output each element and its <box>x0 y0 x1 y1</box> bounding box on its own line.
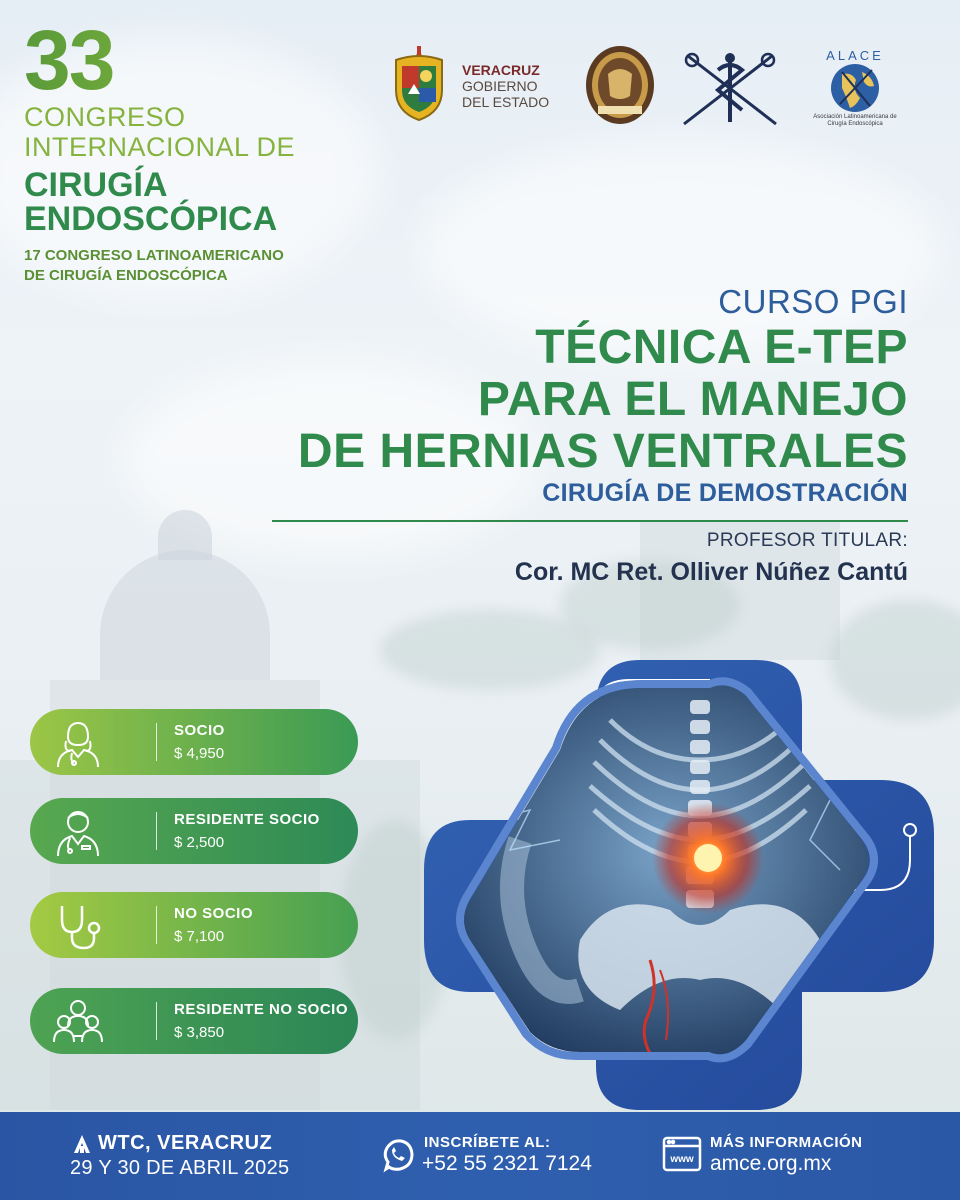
alace-logo <box>812 44 898 134</box>
stethoscope-icon <box>52 900 104 952</box>
university-seal-icon <box>584 44 656 126</box>
course-subtitle: CIRUGÍA DE DEMOSTRACIÓN <box>542 479 908 507</box>
price-card-no-socio <box>30 892 358 958</box>
event-dates: 29 Y 30 DE ABRIL 2025 <box>70 1157 290 1179</box>
congress-sub-line-2: DE CIRUGÍA ENDOSCÓPICA <box>24 267 228 284</box>
www-browser-icon <box>662 1136 702 1174</box>
svg-text:www: www <box>670 1154 694 1165</box>
price-amount: $ 4,950 <box>174 745 225 762</box>
info-label: MÁS INFORMACIÓN <box>710 1134 863 1151</box>
course-title-line-3: DE HERNIAS VENTRALES <box>297 425 908 478</box>
venue-name: WTC, VERACRUZ <box>98 1132 273 1154</box>
congress-title-line-1: CIRUGÍA <box>24 166 168 204</box>
congress-heading <box>24 13 354 286</box>
price-name: NO SOCIO <box>174 905 254 922</box>
course-title-line-1: TÉCNICA E-TEP <box>535 321 908 374</box>
congress-title-line-2: ENDOSCÓPICA <box>24 200 278 238</box>
female-doctor-icon <box>52 717 104 769</box>
course-label: CURSO PGI <box>718 283 908 320</box>
sponsor-logos <box>388 44 898 130</box>
medical-team-icon <box>52 996 104 1048</box>
building-icon <box>72 1134 92 1154</box>
price-card-residente-no-socio <box>30 988 358 1054</box>
course-block <box>288 282 908 602</box>
register-label: INSCRÍBETE AL: <box>424 1134 551 1151</box>
caduceus-crossed-instruments-icon <box>678 50 782 126</box>
congress-sub-line-1: 17 CONGRESO LATINOAMERICANO <box>24 247 284 264</box>
whatsapp-icon <box>378 1136 416 1174</box>
website-link[interactable]: amce.org.mx <box>710 1152 832 1175</box>
veracruz-coat-of-arms-icon <box>388 44 450 124</box>
phone-number[interactable]: +52 55 2321 7124 <box>422 1152 592 1175</box>
price-amount: $ 2,500 <box>174 834 225 851</box>
price-card-residente-socio <box>30 798 358 864</box>
alace-caption: Asociación Latinoamericana de Cirugía Endoscópica <box>813 114 897 127</box>
congress-number: 33 <box>24 24 354 96</box>
price-name: RESIDENTE NO SOCIO <box>174 1001 349 1018</box>
congress-line-2: INTERNACIONAL DE <box>24 132 296 162</box>
congress-line-1: CONGRESO <box>24 102 186 132</box>
price-amount: $ 3,850 <box>174 1024 225 1041</box>
price-name: RESIDENTE SOCIO <box>174 811 320 828</box>
price-name: SOCIO <box>174 722 225 739</box>
price-card-socio <box>30 709 358 775</box>
veracruz-government-label: VERACRUZ GOBIERNO DEL ESTADO <box>462 62 550 110</box>
footer-bar <box>0 1112 960 1200</box>
course-title-line-2: PARA EL MANEJO <box>477 373 908 426</box>
divider-line <box>272 520 908 522</box>
male-doctor-icon <box>52 806 104 858</box>
alace-title: ALACE <box>826 48 884 63</box>
price-amount: $ 7,100 <box>174 928 225 945</box>
professor-name: Cor. MC Ret. Olliver Núñez Cantú <box>514 558 908 586</box>
professor-label: PROFESOR TITULAR: <box>706 530 908 551</box>
venue-info <box>70 1132 289 1180</box>
hernia-anatomy-illustration <box>410 640 950 1110</box>
